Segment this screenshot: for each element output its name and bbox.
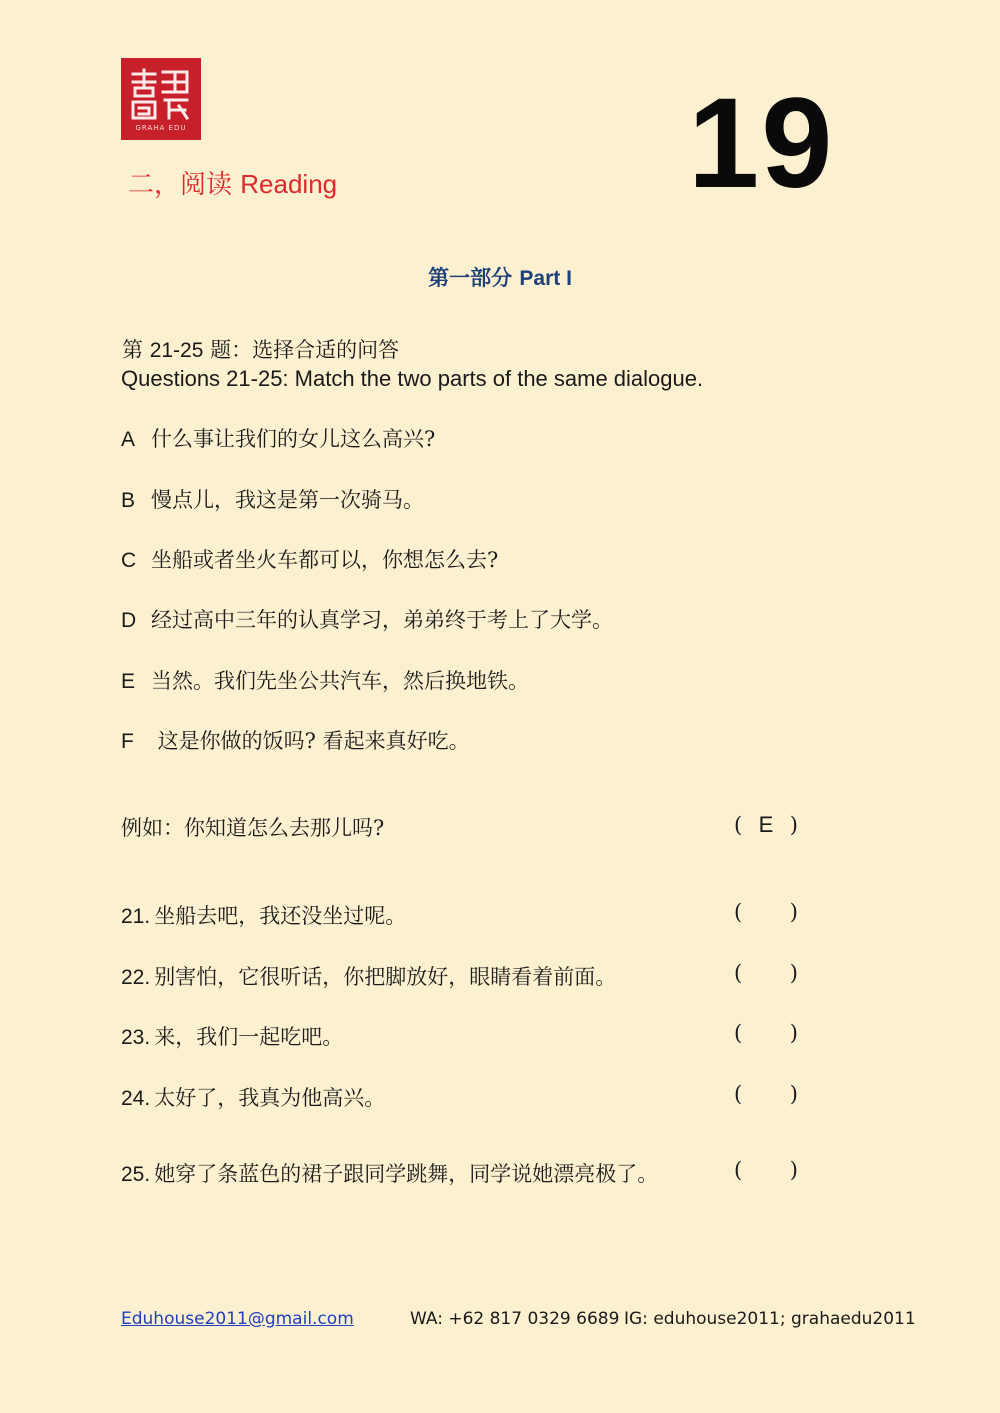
paren-open: (: [734, 900, 743, 924]
example-answer: E: [758, 812, 774, 837]
paren-open: (: [734, 1082, 743, 1106]
question-text: 来，我们一起吃吧。: [154, 1025, 344, 1049]
answer-box-21[interactable]: [734, 900, 798, 924]
question-22: [121, 961, 616, 991]
instructions-zh-range: 21-25: [149, 339, 204, 362]
option-text: 这是你做的饭吗? 看起来真好吃。: [151, 729, 470, 753]
option-text: 坐船或者坐火车都可以，你想怎么去?: [151, 548, 499, 572]
option-e: [121, 665, 529, 695]
paren-close: ): [789, 961, 798, 985]
option-b: [121, 484, 424, 514]
page-number: 19: [688, 72, 835, 215]
paren-close: ): [789, 1158, 798, 1182]
question-24: [121, 1082, 385, 1112]
paren-close: ): [789, 1021, 798, 1045]
question-number: 21.: [121, 905, 151, 928]
footer-whatsapp: WA: +62 817 0329 6689: [410, 1309, 620, 1329]
question-text: 坐船去吧，我还没坐过呢。: [154, 904, 407, 928]
question-23: [121, 1021, 343, 1051]
question-number: 24.: [121, 1087, 151, 1110]
paren-open: (: [734, 1021, 743, 1045]
option-c: [121, 544, 498, 574]
question-text: 别害怕，它很听话，你把脚放好，眼睛看着前面。: [154, 965, 617, 989]
part-title-zh: 第一部分: [428, 265, 520, 290]
option-letter: A: [121, 428, 136, 451]
paren-close: ): [789, 1082, 798, 1106]
part-title-en: Part I: [519, 267, 572, 290]
instructions-zh-suffix: 题：选择合适的问答: [203, 338, 400, 362]
answer-box-25[interactable]: [734, 1158, 798, 1182]
option-f: [121, 725, 470, 755]
question-25: [121, 1158, 658, 1188]
question-number: 22.: [121, 966, 151, 989]
footer-instagram: IG: eduhouse2011; grahaedu2011: [624, 1309, 916, 1329]
paren-close: ): [789, 900, 798, 924]
option-letter: E: [121, 670, 136, 693]
paren-open: (: [734, 961, 743, 985]
instructions-en: Questions 21-25: Match the two parts of the same dialogue.: [121, 366, 704, 391]
logo: [121, 58, 201, 140]
section-title-en: Reading: [240, 169, 338, 199]
option-a: [121, 423, 435, 453]
option-d: [121, 604, 613, 634]
question-number: 25.: [121, 1163, 151, 1186]
section-title-zh: 二，阅读: [128, 170, 241, 200]
question-number: 23.: [121, 1026, 151, 1049]
answer-box-24[interactable]: [734, 1082, 798, 1106]
instructions-zh-prefix: 第: [122, 338, 150, 362]
option-letter: F: [121, 730, 134, 753]
answer-box-22[interactable]: [734, 961, 798, 985]
option-text: 慢点儿，我这是第一次骑马。: [151, 488, 424, 512]
section-title: [128, 164, 337, 201]
logo-caption: GRAHA EDU: [135, 124, 187, 132]
answer-box-23[interactable]: [734, 1021, 798, 1045]
paren-open: (: [734, 813, 743, 837]
paren-open: (: [734, 1158, 743, 1182]
option-text: 经过高中三年的认真学习，弟弟终于考上了大学。: [151, 608, 613, 632]
option-letter: B: [121, 489, 136, 512]
example-question: 例如：你知道怎么去那儿吗?: [121, 816, 385, 840]
instructions-zh: [122, 334, 399, 364]
part-title: [0, 262, 1000, 292]
question-21: [121, 900, 406, 930]
option-letter: C: [121, 549, 137, 572]
question-text: 她穿了条蓝色的裙子跟同学跳舞，同学说她漂亮极了。: [154, 1162, 659, 1186]
question-text: 太好了，我真为他高兴。: [154, 1086, 386, 1110]
example-answer-box: [734, 812, 798, 838]
paren-close: ): [789, 813, 798, 837]
footer-email-link[interactable]: Eduhouse2011@gmail.com: [121, 1309, 354, 1329]
option-text: 当然。我们先坐公共汽车，然后换地铁。: [151, 669, 529, 693]
option-text: 什么事让我们的女儿这么高兴?: [151, 427, 436, 451]
option-letter: D: [121, 609, 137, 632]
logo-seal-icon: [129, 66, 193, 122]
